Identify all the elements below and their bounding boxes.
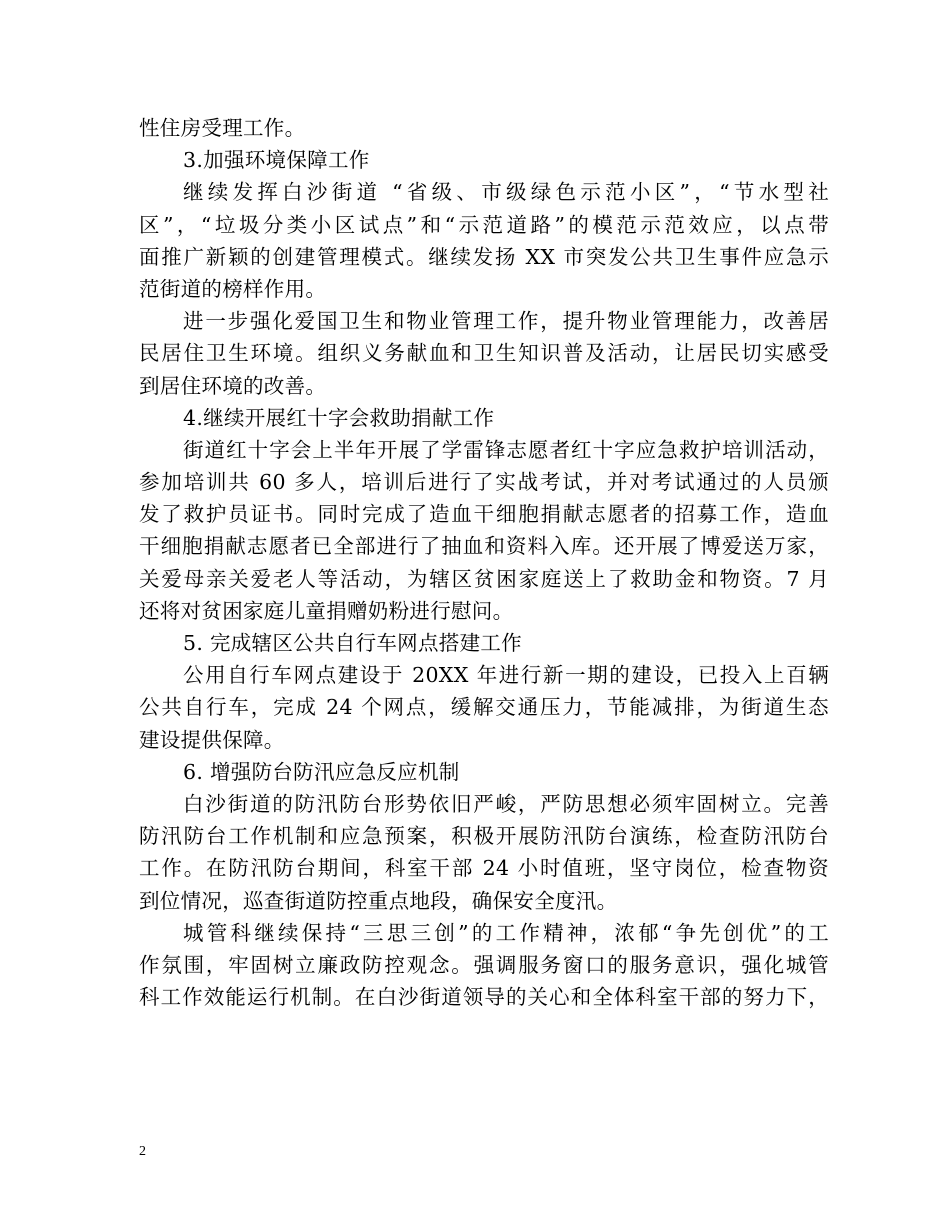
text-line: 5. 完成辖区公共自行车网点搭建工作: [183, 631, 522, 655]
text-line: 区”，“垃圾分类小区试点”和“示范道路”的模范示范效应，以点带: [139, 212, 829, 237]
text-line: 到居住环境的改善。: [139, 373, 327, 398]
text-line: 到位情况，巡查街道防控重点地段，确保安全度汛。: [139, 888, 618, 913]
text-line: 关爱母亲关爱老人等活动，为辖区贫困家庭送上了救助金和物资。7 月: [139, 566, 829, 591]
text-line: 街道红十字会上半年开展了学雷锋志愿者红十字应急救护培训活动，: [183, 437, 829, 462]
text-line: 发了救护员证书。同时完成了造血干细胞捐献志愿者的招募工作，造血: [139, 502, 829, 527]
text-line: 继续发挥白沙街道 “省级、市级绿色示范小区”，“节水型社: [183, 180, 829, 205]
text-line: 防汛防台工作机制和应急预案，积极开展防汛防台演练，检查防汛防台: [139, 824, 829, 849]
text-line: 科工作效能运行机制。在白沙街道领导的关心和全体科室干部的努力下，: [139, 985, 829, 1010]
text-line: 3.加强环境保障工作: [183, 148, 370, 173]
text-line: 进一步强化爱国卫生和物业管理工作，提升物业管理能力，改善居: [183, 309, 829, 334]
page-number: 2: [139, 1144, 146, 1159]
text-line: 公用自行车网点建设于 20XX 年进行新一期的建设，已投入上百辆: [183, 663, 829, 688]
text-line: 性住房受理工作。: [139, 116, 306, 140]
text-line: 参加培训共 60 多人，培训后进行了实战考试，并对考试通过的人员颁: [139, 470, 829, 495]
text-line: 城管科继续保持“三思三创”的工作精神，浓郁“争先创优”的工: [183, 920, 829, 945]
text-line: 作氛围，牢固树立廉政防控观念。强调服务窗口的服务意识，强化城管: [139, 952, 829, 977]
text-line: 面推广新颖的创建管理模式。继续发扬 XX 市突发公共卫生事件应急示: [139, 244, 829, 269]
text-line: 范街道的榜样作用。: [139, 276, 327, 301]
text-line: 白沙街道的防汛防台形势依旧严峻，严防思想必须牢固树立。完善: [183, 791, 829, 816]
text-line: 公共自行车，完成 24 个网点，缓解交通压力，节能减排，为街道生态: [139, 695, 829, 720]
text-line: 工作。在防汛防台期间，科室干部 24 小时值班，坚守岗位，检查物资: [139, 856, 829, 881]
text-line: 建设提供保障。: [139, 727, 285, 752]
text-line: 干细胞捐献志愿者已全部进行了抽血和资料入库。还开展了博爱送万家，: [139, 534, 829, 559]
text-line: 还将对贫困家庭儿童捐赠奶粉进行慰问。: [139, 598, 514, 623]
text-line: 4.继续开展红十字会救助捐献工作: [183, 405, 495, 430]
text-line: 6. 增强防台防汛应急反应机制: [183, 759, 460, 784]
text-line: 民居住卫生环境。组织义务献血和卫生知识普及活动，让居民切实感受: [139, 341, 829, 366]
document-body: [139, 112, 829, 1013]
